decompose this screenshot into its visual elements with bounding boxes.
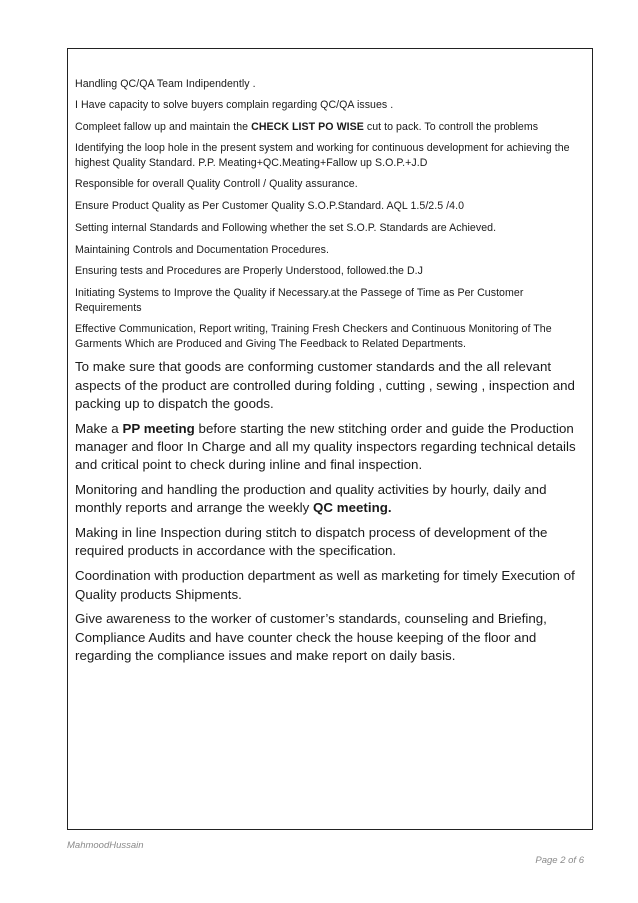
emphasis: PP meeting [122, 420, 195, 436]
duty-item: Setting internal Standards and Following whether the set S.O.P. Standards are Achieved. [75, 221, 497, 234]
emphasis: QC meeting. [313, 500, 392, 516]
responsibility-item: Make a PP meeting before starting the new stitching order and guide the Production manager and floor In Charge and all my quality inspectors regarding technical details and critical point to check during inline and final inspection. [75, 420, 576, 473]
duty-item: Maintaining Controls and Documentation Procedures. [75, 243, 329, 256]
duty-item: Compleet fallow up and maintain the CHECK LIST PO WISE cut to pack. To controll the problems [75, 120, 539, 133]
duty-item: Identifying the loop hole in the present system and working for continuous development for achieving the highest Quality Standard. P.P. Meating+QC.Meating+Fallow up S.O.P.+J.D [75, 141, 570, 169]
footer-author: MahmoodHussain [67, 840, 144, 851]
page-content [75, 77, 587, 672]
responsibility-item: Give awareness to the worker of customer’s standards, counseling and Briefing, Compliance Audits and have counter check the house keeping of the floor and regarding the compliance issues and make report on daily basis. [75, 611, 547, 663]
duty-item: Responsible for overall Quality Controll / Quality assurance. [75, 178, 358, 191]
duty-item: I Have capacity to solve buyers complain regarding QC/QA issues . [75, 99, 394, 112]
responsibility-item: Making in line Inspection during stitch to dispatch process of development of the required products in accordance with the specification. [75, 525, 548, 559]
footer-page-number: Page 2 of 6 [535, 855, 584, 866]
duty-item: Effective Communication, Report writing, Training Fresh Checkers and Continuous Monitoring of The Garments Which are Produced and Giving The Feedback to Related Departments. [75, 322, 552, 350]
duty-item: Handling QC/QA Team Indipendently . [75, 78, 256, 90]
duty-item: Initiating Systems to Improve the Quality if Necessary.at the Passege of Time as Per Customer Requirements [75, 286, 524, 314]
responsibility-item: To make sure that goods are conforming customer standards and the all relevant aspects of the product are controlled during folding , cutting , sewing , inspection and packing up to dispatch the goods. [75, 359, 575, 411]
emphasis: CHECK LIST PO WISE [251, 120, 364, 133]
responsibility-item: Coordination with production department as well as marketing for timely Execution of Quality products Shipments. [75, 568, 575, 602]
duty-item: Ensuring tests and Procedures are Properly Understood, followed.the D.J [75, 265, 424, 278]
duty-item: Ensure Product Quality as Per Customer Quality S.O.P.Standard. AQL 1.5/2.5 /4.0 [75, 199, 465, 212]
responsibility-item: Monitoring and handling the production and quality activities by hourly, daily and monthly reports and arrange the weekly QC meeting. [75, 482, 547, 516]
